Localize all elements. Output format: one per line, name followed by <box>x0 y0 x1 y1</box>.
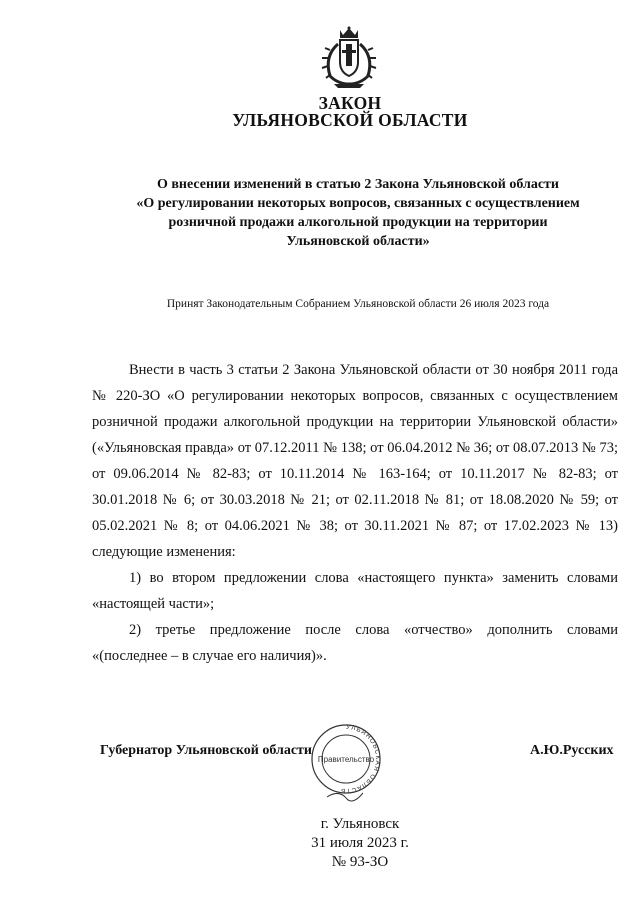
law-region-title: УЛЬЯНОВСКОЙ ОБЛАСТИ <box>232 110 468 130</box>
coat-of-arms-icon <box>316 26 382 90</box>
subject-line: О внесении изменений в статью 2 Закона Ульяновской области <box>156 177 559 192</box>
law-title: ЗАКОН <box>318 93 382 113</box>
amendment-item-1: 1) во втором предложении слова «настоящего пункта» заменить словами «настоящей части»; <box>92 570 618 612</box>
law-number: № 93-ЗО <box>331 854 389 870</box>
signatory-name: А.Ю.Русских <box>530 743 614 758</box>
signatory-position: Губернатор Ульяновской области <box>100 743 312 758</box>
signing-date: 31 июля 2023 г. <box>311 835 409 851</box>
law-body <box>92 357 618 669</box>
body-paragraph: Внести в часть 3 статьи 2 Закона Ульяновской области от 30 ноября 2011 года № 220-ЗО «О регулировании некоторых вопросов, связанных с осуществлением розничной продажи алкогольной продукции на территории Ульяновской области» («Ульяновская правда» от 07.12.2011 № 138; от 06.04.2012 № 36; от 08.07.2013 № 73; от 09.06.2014 № 82-83; от 10.11.2014 № 163-164; от 10.11.2017 № 82-83; от 30.01.2018 № 6; от 30.03.2018 № 21; от 02.11.2018 № 81; от 18.08.2020 № 59; от 05.02.2021 № 8; от 04.06.2021 № 38; от 30.11.2021 № 87; от 17.02.2023 № 13) следующие изменения: <box>92 362 618 560</box>
subject-line: «О регулировании некоторых вопросов, связанных с осуществлением <box>136 196 580 211</box>
signing-place: г. Ульяновск <box>320 816 400 832</box>
stamp-ring-text: УЛЬЯНОВСКАЯ ОБЛАСТЬ <box>339 723 382 795</box>
subject-line: Ульяновской области» <box>286 234 430 249</box>
adoption-note: Принят Законодательным Собранием Ульяновской области 26 июля 2023 года <box>166 298 550 310</box>
amendment-item-2: 2) третье предложение после слова «отчество» дополнить словами «(последнее – в случае его наличия)». <box>92 622 618 664</box>
official-stamp <box>309 719 383 811</box>
stamp-text: Правительство <box>317 755 375 764</box>
law-subject <box>88 175 628 251</box>
subject-line: розничной продажи алкогольной продукции на территории <box>168 215 548 230</box>
